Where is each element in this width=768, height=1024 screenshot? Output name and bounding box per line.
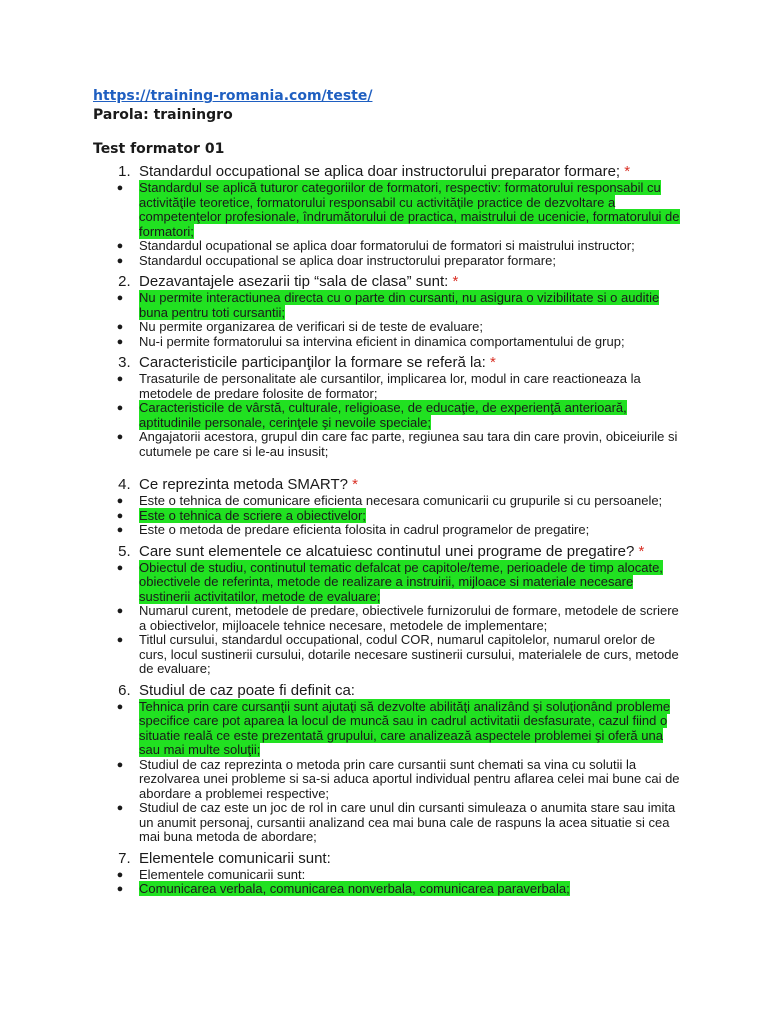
test-url-link[interactable]: https://training-romania.com/teste/: [93, 88, 373, 104]
question-text: Ce reprezinta metoda SMART? *: [139, 476, 358, 493]
bullet-icon: ●: [116, 182, 124, 194]
answer-option: [93, 801, 693, 845]
question-item: [93, 475, 693, 538]
required-star: *: [638, 542, 645, 560]
answer-option: [93, 523, 693, 538]
answer-option: [93, 430, 693, 459]
question-line: [93, 849, 693, 868]
question-item: [93, 681, 693, 845]
bullet-icon: ●: [116, 292, 124, 304]
question-text: Elementele comunicarii sunt:: [139, 849, 331, 867]
question-item: [93, 162, 693, 268]
answer-text: Standardul se aplică tuturor categoriilor de formatori, respectiv: formatorului responsabil cu activităţile teoretice, formatorului responsabil cu activităţile practice de dezvoltare a competenţelor profesionale, îndrumătorului de practica, maistrului de ucenicie, formatorului de formatori;: [139, 180, 680, 239]
bullet-icon: ●: [116, 634, 124, 646]
answer-text: Este o tehnica de comunicare eficienta necesara comunicarii cu grupurile si cu persoanele;: [139, 493, 663, 508]
answer-option: [93, 254, 693, 269]
question-number: 6.: [118, 681, 139, 699]
answer-option: [93, 239, 693, 254]
answer-text: Caracteristicile de vârstă, culturale, religioase, de educaţie, de experienţă anterioară, aptitudinile personale, cerinţele şi nevoile speciale;: [139, 400, 627, 430]
question-line: [93, 353, 693, 372]
question-text: Care sunt elementele ce alcatuiesc continutul unei programe de pregatire? *: [139, 542, 645, 560]
question-line: [93, 162, 693, 181]
answer-text: Este o tehnica de scriere a obiectivelor;: [139, 507, 366, 523]
correct-answer: [93, 882, 693, 897]
answer-text: Standardul occupational se aplica doar instructorului preparator formare;: [139, 252, 556, 268]
answer-option: [93, 868, 693, 883]
bullet-icon: ●: [116, 802, 124, 814]
test-title: Test formator 01: [93, 141, 225, 157]
question-number: 5.: [118, 542, 139, 560]
correct-answer: [93, 181, 693, 239]
question-item: [93, 353, 693, 459]
bullet-icon: ●: [116, 700, 124, 713]
question-text: Studiul de caz poate fi definit ca:: [139, 681, 355, 699]
question-line: [93, 681, 693, 700]
bullet-icon: ●: [116, 254, 124, 267]
correct-answer: [93, 401, 693, 430]
answer-text: Comunicarea verbala, comunicarea nonverbala, comunicarea paraverbala;: [139, 881, 570, 896]
question-number: 2.: [118, 273, 139, 290]
bullet-icon: ●: [116, 402, 124, 414]
answer-text: Este o metoda de predare eficienta folosita in cadrul programelor de pregatire;: [139, 522, 590, 537]
answer-text: Standardul ocupational se aplica doar formatorului de formatori si maistrului instructor;: [139, 238, 635, 253]
bullet-icon: ●: [116, 240, 124, 252]
bullet-icon: ●: [116, 883, 124, 895]
question-number: 3.: [118, 354, 139, 371]
bullet-icon: ●: [116, 495, 124, 507]
bullet-icon: ●: [116, 758, 124, 771]
answer-text: Nu permite organizarea de verificari si de teste de evaluare;: [139, 319, 483, 334]
bullet-icon: ●: [116, 561, 124, 574]
required-star: *: [624, 163, 631, 180]
answer-text: Nu permite interactiunea directa cu o parte din cursanti, nu asigura o vizibilitate si o auditie buna pentru toti cursantii;: [139, 290, 660, 320]
password-line: Parola: trainingro: [93, 107, 233, 123]
correct-answer: [93, 509, 693, 524]
answer-option: [93, 494, 693, 509]
answer-option: [93, 758, 693, 802]
question-text: Caracteristicile participanţilor la formare se referă la: *: [139, 354, 496, 371]
answer-text: Angajatorii acestora, grupul din care fac parte, regiunea sau tara din care provin, obiceiurile si cutumele pe care si le-au insusit;: [139, 429, 678, 459]
question-line: [93, 542, 693, 561]
answer-option: [93, 320, 693, 335]
correct-answer: [93, 700, 693, 758]
document-header: [93, 87, 372, 125]
required-star: *: [489, 354, 496, 371]
answer-text: Nu-i permite formatorului sa intervina eficient in dinamica comportamentului de grup;: [139, 333, 625, 349]
required-star: *: [452, 273, 459, 290]
answer-text: Elementele comunicarii sunt:: [139, 866, 306, 882]
bullet-icon: ●: [116, 373, 124, 385]
bullet-icon: ●: [116, 605, 124, 617]
bullet-icon: ●: [116, 321, 124, 333]
questions-list: [93, 162, 693, 897]
answer-option: [93, 372, 693, 401]
answer-text: Tehnica prin care cursanţii sunt ajutaţi să dezvolte abilităţi analizând şi soluţionând probleme specifice care pot aparea la locul de muncă sau in cadrul activitatii desfasurate, cazul fiind o situatie reală ce este prezentată grupului, care analizează aspectele problemei şi oferă una sau mai multe soluţii;: [139, 698, 671, 757]
question-text: Standardul occupational se aplica doar instructorului preparator formare; *: [139, 163, 631, 180]
answer-option: [93, 633, 693, 677]
question-number: 7.: [118, 849, 139, 867]
answer-text: Obiectul de studiu, continutul tematic defalcat pe capitole/teme, perioadele de timp alocate, obiectivele de referinta, metode de realizare a instruirii, mijloace si materiale necesare sustinerii activitatilor, metode de evaluare;: [139, 559, 663, 604]
bullet-icon: ●: [116, 868, 124, 881]
question-item: [93, 542, 693, 677]
answer-text: Studiul de caz reprezinta o metoda prin care cursantii sunt chemati sa vina cu solutii la rezolvarea unei probleme si sa-si aduca aportul individual pentru aflarea celei mai bune cai de abordare a problemei respective;: [139, 756, 680, 801]
question-line: [93, 475, 693, 494]
question-number: 4.: [118, 476, 139, 493]
bullet-icon: ●: [116, 524, 124, 536]
question-item: [93, 272, 693, 349]
answer-option: [93, 335, 693, 350]
question-text: Dezavantajele asezarii tip “sala de clasa” sunt: *: [139, 273, 459, 290]
answer-text: Titlul cursului, standardul occupational, codul COR, numarul capitolelor, numarul orelor de curs, locul sustinerii cursului, dotarile necesare sustinerii cursului, materialele de curs, metode de evaluare;: [139, 632, 679, 676]
required-star: *: [352, 476, 358, 493]
correct-answer: [93, 561, 693, 605]
bullet-icon: ●: [116, 335, 124, 348]
answer-text: Numarul curent, metodele de predare, obiectivele furnizorului de formare, metodele de scriere a obiectivelor, mijloacele tehnice necesare, metodele de implementare;: [139, 603, 679, 633]
answer-text: Trasaturile de personalitate ale cursantilor, implicarea lor, modul in care reactioneaza la metodele de predare folosite de formator;: [139, 371, 641, 401]
bullet-icon: ●: [116, 431, 124, 443]
question-line: [93, 272, 693, 291]
bullet-icon: ●: [116, 509, 124, 522]
answer-text: Studiul de caz este un joc de rol in care unul din cursanti simuleaza o anumita stare sau imita un anumit personaj, cursantii analizand cea mai buna cale de raspuns la acea situatie si cea mai buna metoda de abordare;: [139, 800, 676, 844]
correct-answer: [93, 291, 693, 320]
answer-option: [93, 604, 693, 633]
question-number: 1.: [118, 163, 139, 180]
question-item: [93, 849, 693, 897]
